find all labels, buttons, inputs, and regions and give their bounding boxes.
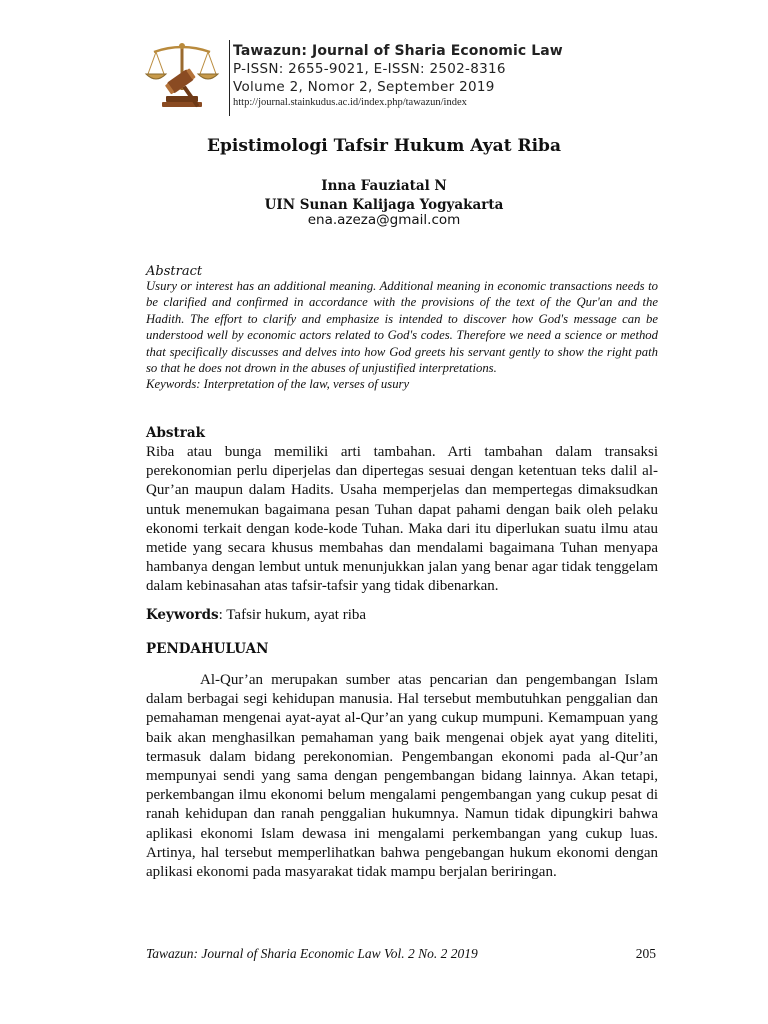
- page-number: 205: [635, 946, 656, 961]
- abstract-id-text: Riba atau bunga memiliki arti tambahan. Arti tambahan dalam transaksi perekonomian perlu diperjelas dan dipertegas sesuai dengan ketentuan teks dalil al-Qur’an maupun dalam Hadits. Usaha memperjelas dan mempertegas dimaksudkan untuk menemukan bagaimana pesan Tuhan dapat pahami dengan baik oleh pelaku ekonomi terkait dengan kode-kode Tuhan. Maka dari itu diperlukan suatu ilmu atau metide yang secara khusus membahas dan mendalami bagaimana Tuhan menyapa hambanya dengan lembut untuk menunjukkan jalan yang benar agar tidak tenggelam dalam kebinasahan atas tafsir-tafsir yang tidak dibenarkan.: [146, 444, 658, 595]
- abstract-en-heading: Abstract: [146, 264, 203, 279]
- footer-citation: Tawazun: Journal of Sharia Economic Law Vol. 2 No. 2 2019: [146, 946, 478, 961]
- abstract-en-text: Usury or interest has an additional meaning. Additional meaning in economic transactions needs to be clarified and confirmed in accordance with the provisions of the text of the Qur'an and the Hadith. The effort to clarify and emphasize is intended to discover how God's message can be understood well by economic actors related to God's codes. Therefore we need a science or method that specifically discusses and delves into how God greets his servant gently to show the right path so that he does not drown in the abuses of unjustified interpretations.: [146, 279, 658, 376]
- journal-issn: P-ISSN: 2655-9021, E-ISSN: 2502-8316: [233, 61, 506, 77]
- article-title: Epistimologi Tafsir Hukum Ayat Riba: [207, 136, 561, 156]
- abstract-en-keywords: Keywords: Interpretation of the law, verses of usury: [146, 377, 410, 392]
- author-affiliation: UIN Sunan Kalijaga Yogyakarta: [264, 197, 504, 213]
- journal-header: [233, 42, 563, 110]
- scales-of-justice-and-gavel-icon: [142, 40, 224, 112]
- journal-volume: Volume 2, Nomor 2, September 2019: [233, 79, 495, 95]
- section-paragraph: Al-Qur’an merupakan sumber atas pencarian dan pengembangan Islam dalam berbagai segi kehidupan manusia. Hal tersebut membutuhkan penggalian dan pemahaman mengenai ayat-ayat al-Qur’an yang cukup mumpuni. Kemampuan yang baik akan menghasilkan pemahaman yang baik mengenai objek ayat yang diteliti, termasuk dalam bidang perekonomian. Pengembangan ekonomi pada al-Qur’an mempunyai sendi yang sama dengan pengembangan bidang lainnya. Akan tetapi, perkembangan ilmu ekonomi belum mengalami pengembangan yang cukup pesat di ranah kehidupan dan ranah penggalian hukumnya. Namun tidak dipungkiri bahwa aplikasi ekonomi Islam dewasa ini mengalami perkembangan yang cukup luas. Artinya, hal tersebut memperlihatkan bahwa pengebangan hukum ekonomi dengan aplikasi ekonomi pada masyarakat tidak mampu berjalan beriringan.: [146, 672, 658, 881]
- header-divider: [229, 40, 230, 116]
- page-footer: [146, 946, 658, 962]
- keywords-label: Keywords: [146, 607, 219, 623]
- abstract-id-heading: Abstrak: [146, 425, 205, 441]
- author-email[interactable]: ena.azeza@gmail.com: [307, 212, 461, 228]
- author-name: Inna Fauziatal N: [321, 178, 447, 194]
- abstract-id-keywords: [146, 606, 658, 625]
- journal-url[interactable]: http://journal.stainkudus.ac.id/index.php/tawazun/index: [233, 97, 467, 108]
- keywords-value: : Tafsir hukum, ayat riba: [218, 607, 367, 623]
- author-block: [0, 177, 768, 215]
- abstract-en: [146, 278, 658, 393]
- journal-logo: [142, 40, 224, 112]
- section-heading: PENDAHULUAN: [146, 641, 269, 657]
- journal-title: Tawazun: Journal of Sharia Economic Law: [233, 43, 563, 59]
